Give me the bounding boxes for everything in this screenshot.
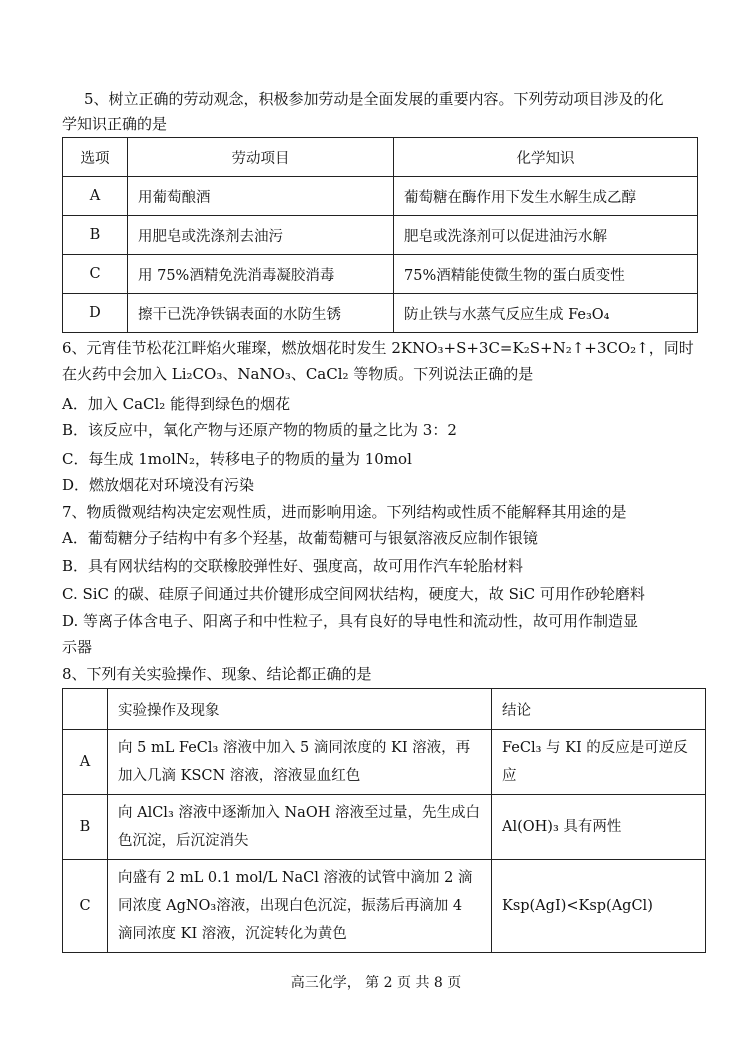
option-letter: C bbox=[63, 255, 128, 294]
header-labor-item: 劳动项目 bbox=[128, 138, 394, 177]
table-row bbox=[63, 255, 698, 294]
header-option: 选项 bbox=[63, 138, 128, 177]
operation-text: 向 AlCl₃ 溶液中逐渐加入 NaOH 溶液至过量，先生成白色沉淀，后沉淀消失 bbox=[108, 795, 492, 860]
q5-stem-line1: 5、树立正确的劳动观念，积极参加劳动是全面发展的重要内容。下列劳动项目涉及的化 bbox=[84, 90, 664, 108]
header-conclusion: 结论 bbox=[492, 689, 706, 730]
chem-knowledge: 75%酒精能使微生物的蛋白质变性 bbox=[394, 255, 698, 294]
q7-option-d-line2: 示器 bbox=[62, 638, 93, 656]
labor-item: 用 75%酒精免洗消毒凝胶消毒 bbox=[128, 255, 394, 294]
labor-item: 用肥皂或洗涤剂去油污 bbox=[128, 216, 394, 255]
q6-option-a: A．加入 CaCl₂ 能得到绿色的烟花 bbox=[62, 395, 291, 413]
q8-table bbox=[62, 688, 706, 953]
q7-option-a: A．葡萄糖分子结构中有多个羟基，故葡萄糖可与银氨溶液反应制作银镜 bbox=[62, 529, 538, 547]
table-row bbox=[63, 177, 698, 216]
q5-table bbox=[62, 137, 698, 333]
option-letter: A bbox=[63, 730, 108, 795]
q6-option-b: B．该反应中，氧化产物与还原产物的物质的量之比为 3：2 bbox=[62, 421, 457, 439]
table-row bbox=[63, 216, 698, 255]
table-row bbox=[63, 730, 706, 795]
q6-option-c: C．每生成 1molN₂，转移电子的物质的量为 10mol bbox=[62, 450, 412, 468]
labor-item: 用葡萄酿酒 bbox=[128, 177, 394, 216]
header-chem-knowledge: 化学知识 bbox=[394, 138, 698, 177]
chem-knowledge: 葡萄糖在酶作用下发生水解生成乙醇 bbox=[394, 177, 698, 216]
chem-knowledge: 肥皂或洗涤剂可以促进油污水解 bbox=[394, 216, 698, 255]
q7-option-d-line1: D. 等离子体含电子、阳离子和中性粒子，具有良好的导电性和流动性，故可用作制造显 bbox=[62, 612, 639, 630]
table-header-row bbox=[63, 138, 698, 177]
table-row bbox=[63, 294, 698, 333]
operation-text: 向 5 mL FeCl₃ 溶液中加入 5 滴同浓度的 KI 溶液，再加入几滴 KSCN 溶液，溶液显血红色 bbox=[108, 730, 492, 795]
q7-option-b: B．具有网状结构的交联橡胶弹性好、强度高，故可用作汽车轮胎材料 bbox=[62, 557, 524, 575]
q6-stem-line1: 6、元宵佳节松花江畔焰火璀璨，燃放烟花时发生 2KNO₃+S+3C=K₂S+N₂↑+3CO₂↑，同时 bbox=[62, 339, 694, 357]
option-letter: D bbox=[63, 294, 128, 333]
page-footer: 高三化学， 第 2 页 共 8 页 bbox=[290, 975, 462, 991]
conclusion-text: FeCl₃ 与 KI 的反应是可逆反应 bbox=[492, 730, 706, 795]
option-letter: B bbox=[63, 216, 128, 255]
conclusion-text: Al(OH)₃ 具有两性 bbox=[492, 795, 706, 860]
conclusion-text: Ksp(AgI)<Ksp(AgCl) bbox=[492, 860, 706, 953]
labor-item: 擦干已洗净铁锅表面的水防生锈 bbox=[128, 294, 394, 333]
header-operation: 实验操作及现象 bbox=[108, 689, 492, 730]
q7-option-c: C. SiC 的碳、硅原子间通过共价键形成空间网状结构，硬度大，故 SiC 可用作砂轮磨料 bbox=[62, 585, 645, 603]
operation-text: 向盛有 2 mL 0.1 mol/L NaCl 溶液的试管中滴加 2 滴同浓度 AgNO₃溶液，出现白色沉淀，振荡后再滴加 4 滴同浓度 KI 溶液，沉淀转化为黄色 bbox=[108, 860, 492, 953]
q7-stem: 7、物质微观结构决定宏观性质，进而影响用途。下列结构或性质不能解释其用途的是 bbox=[62, 503, 627, 521]
q6-stem-line2: 在火药中会加入 Li₂CO₃、NaNO₃、CaCl₂ 等物质。下列说法正确的是 bbox=[62, 365, 534, 383]
option-letter: B bbox=[63, 795, 108, 860]
q5-stem-line2: 学知识正确的是 bbox=[62, 115, 168, 133]
table-row bbox=[63, 795, 706, 860]
table-row bbox=[63, 860, 706, 953]
q6-option-d: D．燃放烟花对环境没有污染 bbox=[62, 476, 255, 494]
chem-knowledge: 防止铁与水蒸气反应生成 Fe₃O₄ bbox=[394, 294, 698, 333]
q8-stem: 8、下列有关实验操作、现象、结论都正确的是 bbox=[62, 665, 372, 683]
option-letter: C bbox=[63, 860, 108, 953]
table-header-row bbox=[63, 689, 706, 730]
option-letter: A bbox=[63, 177, 128, 216]
header-blank bbox=[63, 689, 108, 730]
